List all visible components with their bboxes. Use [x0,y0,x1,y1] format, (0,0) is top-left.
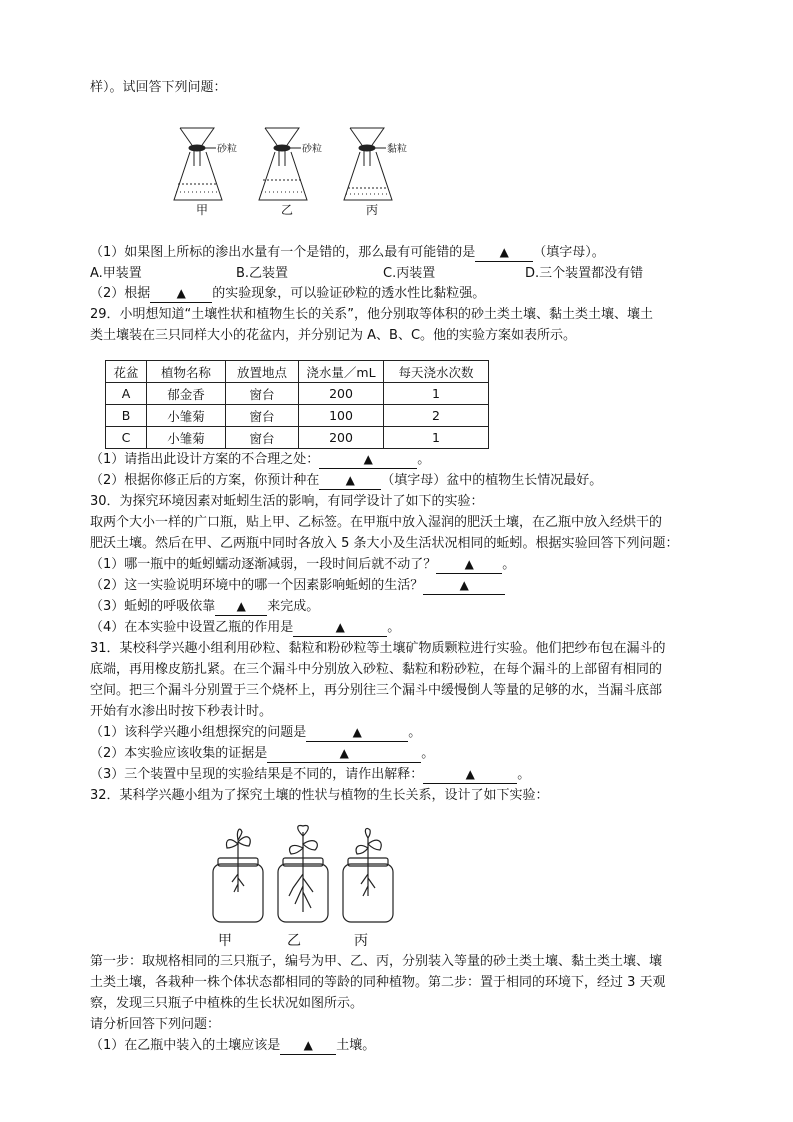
table-header-cell: 花盆 [106,361,147,383]
q28-part2 [90,284,485,304]
table-header-cell: 植物名称 [147,361,226,383]
q29-line2: 类土壤装在三只同样大小的花盆内，并分别记为 A、B、C。他的实验方案如表所示。 [90,328,577,343]
table-header-cell: 浇水量／mL [299,361,384,383]
q31-part2-text: （2）本实验应该收集的证据是 [90,746,268,761]
q28-part2-tail: 的实验现象，可以验证砂粒的透水性比黏粒强。 [212,286,486,301]
answer-blank[interactable] [475,243,533,262]
jar-caption-yi: 乙 [287,933,301,949]
q30-part4-text: （4）在本实验中设置乙瓶的作用是 [90,620,294,635]
funnel-caption-yi: 乙 [281,203,294,217]
plant-experiment-table [105,360,489,449]
q32-part1-text: （1）在乙瓶中装入的土壤应该是 [90,1038,281,1053]
answer-blank[interactable] [150,284,212,303]
q31-line1: 31．某校科学兴趣小组利用砂粒、黏粒和粉砂粒等土壤矿物质颗粒进行实验。他们把纱布包在漏斗的 [90,641,666,656]
q30-part2 [90,576,505,596]
funnel-label-jia: 砂粒 [217,144,237,155]
table-cell: 200 [299,427,384,449]
q30-part2-text: （2）这一实验说明环境中的哪一个因素影响蚯蚓的生活？ [90,578,424,593]
q31-part2-tail: 。 [421,746,435,761]
q30-part4-tail: 。 [387,620,401,635]
q29-part2-text: （2）根据你修正后的方案，你预计种在 [90,473,320,488]
q29-part2 [90,471,602,491]
answer-blank[interactable] [293,618,387,637]
q31-part1-tail: 。 [408,725,422,740]
triangle-icon: ▲ [345,473,355,487]
q32-line5: 请分析回答下列问题： [90,1017,221,1032]
funnel-caption-bing: 丙 [366,203,379,217]
q28-part1 [90,243,605,263]
table-cell: 100 [299,405,384,427]
q30-part1-tail: 。 [502,557,516,572]
triangle-icon: ▲ [464,557,474,571]
triangle-icon: ▲ [335,620,345,634]
q31-part1 [90,723,421,743]
triangle-icon: ▲ [176,286,186,300]
jar-bing [343,828,393,922]
q29-part2-tail: （填字母）盆中的植物生长情况最好。 [381,473,603,488]
q29-part1-tail: 。 [417,452,431,467]
answer-blank[interactable] [423,765,517,784]
table-cell: 小雏菊 [147,405,226,427]
answer-blank[interactable] [215,597,267,616]
q30-part3 [90,597,319,617]
q28-option-a: A.甲装置 [90,266,142,281]
answer-blank[interactable] [267,744,421,763]
table-header-row [106,361,489,383]
jar-yi [278,825,328,922]
table-header-cell: 放置地点 [226,361,299,383]
q32-line1: 32．某科学兴趣小组为了探究土壤的性状与植物的生长关系，设计了如下实验： [90,788,549,803]
answer-blank[interactable] [436,555,502,574]
q32-line3: 土类土壤，各栽种一株个体状态都相同的等龄的同种植物。第二步：置于相同的环境下，经过 3 天观 [90,975,666,990]
q31-line2: 底端，再用橡皮筋扎紧。在三个漏斗中分别放入砂粒、黏粒和粉砂粒，在每个漏斗的上部留有相同的 [90,662,663,677]
table-cell: 窗台 [226,383,299,405]
q31-part3-tail: 。 [517,767,531,782]
table-cell: 1 [384,427,489,449]
triangle-icon: ▲ [363,452,373,466]
triangle-icon: ▲ [352,725,362,739]
q28-option-b: B.乙装置 [236,266,289,281]
q30-part3-text: （3）蚯蚓的呼吸依靠 [90,599,216,614]
funnel-apparatus-yi [259,128,307,200]
triangle-icon: ▲ [459,578,469,592]
q30-line2: 取两个大小一样的广口瓶，贴上甲、乙标签。在甲瓶中放入湿润的肥沃土壤，在乙瓶中放入经烘干的 [90,515,663,530]
table-cell: 1 [384,383,489,405]
funnel-label-yi: 砂粒 [302,144,322,155]
funnel-apparatus-bing [344,128,392,200]
table-cell: 窗台 [226,405,299,427]
q30-part4 [90,618,400,638]
funnel-apparatus-jia [174,128,222,200]
table-header-cell: 每天浇水次数 [384,361,489,383]
table-cell: 窗台 [226,427,299,449]
q28-part2-text: （2）根据 [90,286,151,301]
table-cell: 郁金香 [147,383,226,405]
triangle-icon: ▲ [303,1038,313,1052]
table-cell: 小雏菊 [147,427,226,449]
q28-part1-text: （1）如果图上所标的渗出水量有一个是错的，那么最有可能错的是 [90,245,476,260]
table-cell: 200 [299,383,384,405]
q31-line3: 空间。把三个漏斗分别置于三个烧杯上，再分别往三个漏斗中缓慢倒人等量的足够的水，当漏斗底部 [90,683,663,698]
answer-blank[interactable] [319,471,381,490]
q31-part2 [90,744,434,764]
table-row [106,383,489,405]
q32-part1 [90,1036,375,1056]
q29-line1: 29．小明想知道“土壤性状和植物生长的关系”，他分别取等体积的砂土类土壤、黏土类土壤、壤土 [90,307,654,322]
q32-line4: 察，发现三只瓶子中植株的生长状况如图所示。 [90,996,364,1011]
funnel-caption-jia: 甲 [196,203,209,217]
q32-part1-tail: 土壤。 [336,1038,376,1053]
jar-caption-jia: 甲 [218,933,232,949]
q30-line3: 肥沃土壤。然后在甲、乙两瓶中同时各放入 5 条大小及生活状况相同的蚯蚓。根据实验回答下列问题： [90,536,679,551]
q28-part1-tail: （填字母）。 [533,245,605,260]
triangle-icon: ▲ [236,599,246,613]
q29-part1-text: （1）请指出此设计方案的不合理之处： [90,452,320,467]
table-cell: 2 [384,405,489,427]
q28-option-d: D.三个装置都没有错 [525,266,644,281]
q30-part3-tail: 来完成。 [267,599,320,614]
funnel-label-bing: 黏粒 [387,144,407,155]
table-cell: A [106,383,147,405]
q30-line1: 30．为探究环境因素对蚯蚓生活的影响，有同学设计了如下的实验： [90,494,484,509]
jar-caption-bing: 丙 [354,933,368,949]
jar-jia [213,829,263,922]
q31-part3-text: （3）三个装置中呈现的实验结果是不同的，请作出解释： [90,767,424,782]
plant-jars-figure [203,822,403,928]
q29-part1 [90,450,430,470]
q30-part1 [90,555,515,575]
intro-tail: 样）。试回答下列问题： [90,80,227,95]
triangle-icon: ▲ [465,767,475,781]
q31-part3 [90,765,530,785]
answer-blank[interactable] [280,1036,336,1055]
q32-line2: 第一步：取规格相同的三只瓶子，编号为甲、乙、丙，分别装入等量的砂土类土壤、黏土类土壤、壤 [90,954,663,969]
table-cell: C [106,427,147,449]
q31-line4: 开始有水渗出时按下秒表计时。 [90,704,273,719]
answer-blank[interactable] [423,576,505,595]
q31-part1-text: （1）该科学兴趣小组想探究的问题是 [90,725,307,740]
answer-blank[interactable] [306,723,408,742]
table-cell: B [106,405,147,427]
answer-blank[interactable] [319,450,417,469]
q28-option-c: C.丙装置 [383,266,436,281]
triangle-icon: ▲ [339,746,349,760]
triangle-icon: ▲ [499,245,509,259]
table-row [106,405,489,427]
table-row [106,427,489,449]
q30-part1-text: （1）哪一瓶中的蚯蚓蠕动逐渐减弱，一段时间后就不动了？ [90,557,437,572]
